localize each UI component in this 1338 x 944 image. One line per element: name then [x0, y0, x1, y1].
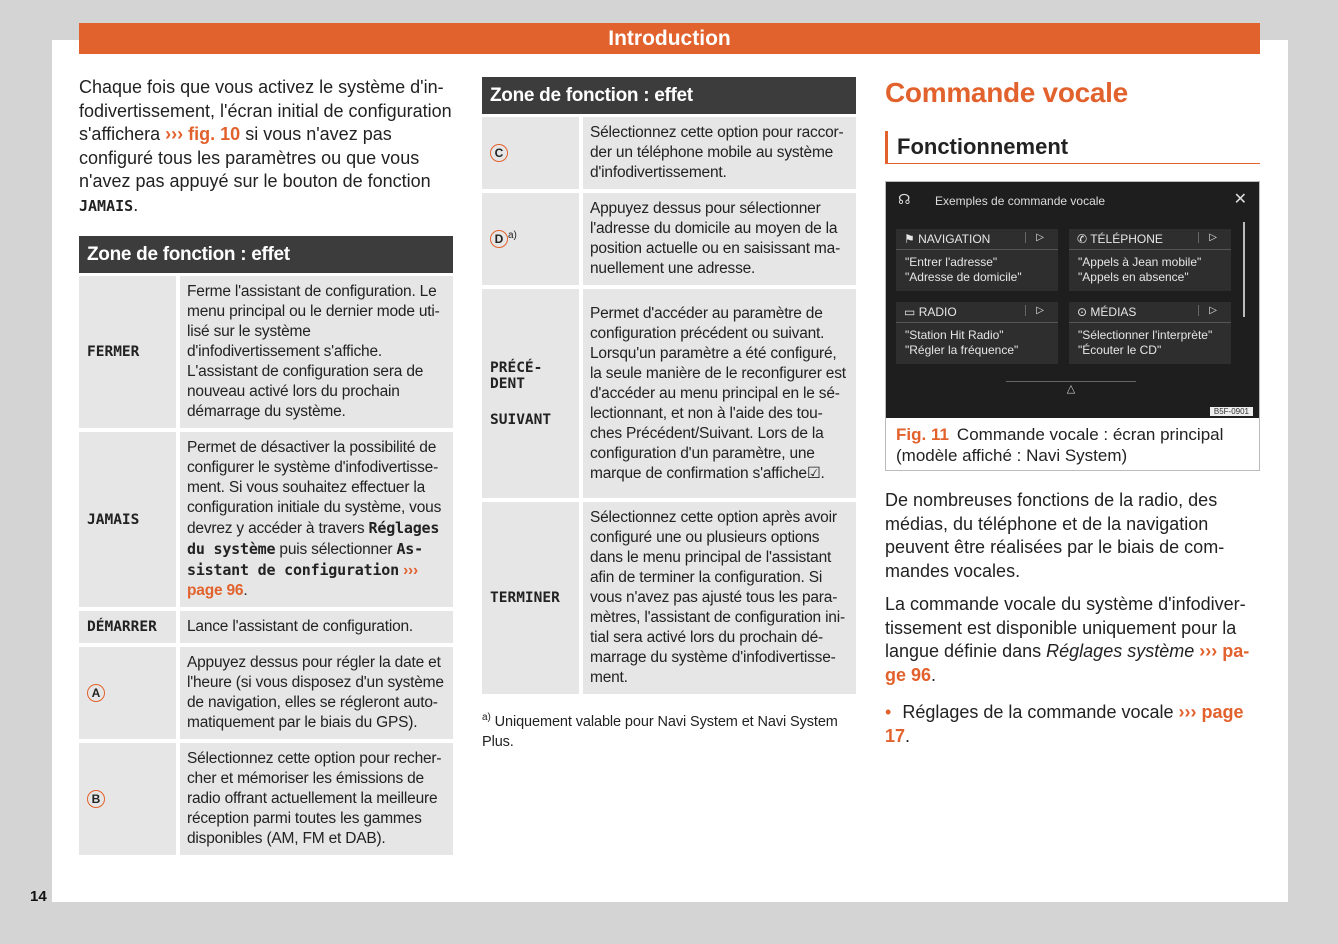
table-value: Sélectionnez cette option pour raccorder un téléphone mobile au système d'infodivertissement. — [583, 114, 856, 189]
bullet-item: • Réglages de la commande vocale ››› page 17. — [885, 702, 1244, 746]
page-link[interactable]: page 96 — [885, 641, 1250, 685]
tile-radio[interactable]: ▭ RADIO ▷ "Station Hit Radio" "Régler la fréquence" — [896, 302, 1058, 364]
arrow-icon: ››› — [403, 562, 418, 579]
screen-image — [886, 182, 1259, 418]
column-middle — [482, 77, 856, 752]
arrow-icon: ››› — [1178, 702, 1197, 722]
table-row — [79, 739, 453, 855]
flag-icon: ⚑ — [904, 232, 915, 246]
table-row — [79, 428, 453, 607]
table-key — [79, 739, 180, 855]
tile-medias[interactable]: ⊙ MÉDIAS ▷ "Sélectionner l'interprète" "Écouter le CD" — [1069, 302, 1231, 364]
table-value: Ferme l'assistant de configuration. Le menu principal ou le dernier mode utilisé sur le système d'infodivertissement s'affiche. L'assistant de configuration sera de nouveau activé lors du prochain démarrage du système. — [180, 273, 453, 428]
table-value: Appuyez dessus pour sélectionner l'adresse du domicile au moyen de la position actuelle ou en saisissant manuellement une adresse. — [583, 189, 856, 285]
table-row — [79, 643, 453, 739]
tile-telephone[interactable]: ✆ TÉLÉPHONE ▷ "Appels à Jean mobile" "Appels en absence" — [1069, 229, 1231, 291]
footnote: $^{a)}$ Uniquement valable pour Navi System et Navi System Plus. — [482, 712, 838, 750]
checkbox-icon: ☑ — [806, 464, 821, 482]
paragraph: De nombreuses fonctions de la radio, des médias, du téléphone et de la navigation peuvent être réalisées par le biais de commandes vocales. — [885, 490, 1225, 581]
circle-d-icon: D — [490, 230, 508, 248]
table-key: JAMAIS — [79, 428, 180, 607]
table-row — [79, 273, 453, 428]
radio-icon: ▭ — [904, 305, 916, 319]
figure — [885, 181, 1260, 471]
intro-text-2: si vous n'avez pas configuré tous les paramètres ou que vous n'avez pas appuyé sur le bouton de fonction — [79, 124, 431, 191]
intro-paragraph — [79, 76, 453, 218]
table-key: TERMINER — [482, 498, 583, 694]
chevron-up-icon: △ — [1066, 383, 1076, 395]
arrow-icon: ››› — [165, 124, 184, 144]
table-value: Lance l'assistant de configuration. — [180, 607, 453, 643]
column-right — [885, 77, 1260, 758]
voice-icon: ☊ — [898, 191, 911, 207]
table-row — [79, 607, 453, 643]
function-table-left — [79, 236, 453, 855]
figure-link[interactable]: fig. 10 — [188, 124, 241, 144]
expand-handle[interactable] — [1006, 381, 1136, 398]
play-icon: ▷ — [1198, 232, 1217, 243]
media-icon: ⊙ — [1077, 305, 1088, 319]
section-title: Commande vocale — [885, 77, 1128, 108]
play-icon: ▷ — [1025, 305, 1044, 316]
header-bar: Introduction — [79, 23, 1260, 54]
paragraph: La commande vocale du système d'infodivertissement est disponible uniquement pour la langue définie dans Réglages système ››› page 96. — [885, 594, 1250, 685]
arrow-icon: ››› — [1199, 641, 1218, 661]
screen-title: Exemples de commande vocale — [935, 194, 1106, 208]
intro-text-1: Chaque fois que vous activez le système d'infodivertissement, l'écran initial de configuration s'affichera — [79, 77, 452, 144]
table-header: Zone de fonction : effet — [482, 77, 856, 114]
table-key — [482, 114, 583, 189]
key-label: JAMAIS — [79, 196, 134, 215]
table-row — [482, 114, 856, 189]
page-link[interactable]: page 17 — [885, 702, 1244, 746]
table-key: D $^{a)}$ — [482, 189, 583, 285]
circle-a-icon: A — [87, 684, 105, 702]
section-subtitle: Fonctionnement — [885, 131, 1260, 164]
table-value: Sélectionnez cette option pour rechercher et mémoriser les émissions de radio offrant actuellement la meilleure réception parmi toutes les gammes disponibles (AM, FM et DAB). — [180, 739, 453, 855]
phone-icon: ✆ — [1077, 232, 1088, 246]
figure-caption: Fig. 11 Commande vocale : écran principal (modèle affiché : Navi System) — [896, 425, 1224, 465]
column-left — [79, 76, 453, 855]
scrollbar[interactable] — [1243, 222, 1245, 317]
tile-navigation[interactable]: ⚑ NAVIGATION ▷ "Entrer l'adresse" "Adresse de domicile" — [896, 229, 1058, 291]
page-number: 14 — [30, 888, 47, 905]
figure-code: B5F-0901 — [1210, 407, 1253, 416]
table-row — [482, 285, 856, 498]
table-key — [79, 643, 180, 739]
circle-c-icon: C — [490, 144, 508, 162]
play-icon: ▷ — [1198, 305, 1217, 316]
screen-topbar — [886, 182, 1259, 218]
close-icon[interactable]: ✕ — [1233, 191, 1247, 208]
play-icon: ▷ — [1025, 232, 1044, 243]
circle-b-icon: B — [87, 790, 105, 808]
intro-end: . — [133, 194, 139, 215]
table-key: PRÉCÉ- DENT SUIVANT — [482, 285, 583, 498]
page-link[interactable]: page 96 — [187, 582, 244, 599]
table-value: Permet de désactiver la possibilité de configurer le système d'infodivertissement. Si vous souhaitez effectuer la configuration initiale du système, vous devrez y accéder à travers Réglages du système puis sélectionner Assistant de configuration ››› page 96. — [180, 428, 453, 607]
table-row — [482, 189, 856, 285]
table-key: FERMER — [79, 273, 180, 428]
table-key: DÉMARRER — [79, 607, 180, 643]
table-row — [482, 498, 856, 694]
table-value: Sélectionnez cette option après avoir configuré une ou plusieurs options dans le menu principal de l'assistant afin de terminer la configuration. Si vous n'avez pas ajusté tous les paramètres, l'assistant de configuration initial sera activé lors du prochain démarrage du système d'infodivertissement. — [583, 498, 856, 694]
table-value: Permet d'accéder au paramètre de configuration précédent ou suivant. Lorsqu'un paramètre a été configuré, la seule manière de le reconfigurer est d'accéder au menu principal en le sélectionnant, et non à l'aide des touches Précédent/Suivant. Lors de la configuration d'un paramètre, une marque de confirmation s'affiche☑. — [583, 285, 856, 498]
bullet-icon: • — [885, 702, 892, 722]
function-table-right — [482, 77, 856, 694]
table-value: Appuyez dessus pour régler la date et l'heure (si vous disposez d'un système de navigation, elles se régleront automatiquement par le biais du GPS). — [180, 643, 453, 739]
table-header: Zone de fonction : effet — [79, 236, 453, 273]
